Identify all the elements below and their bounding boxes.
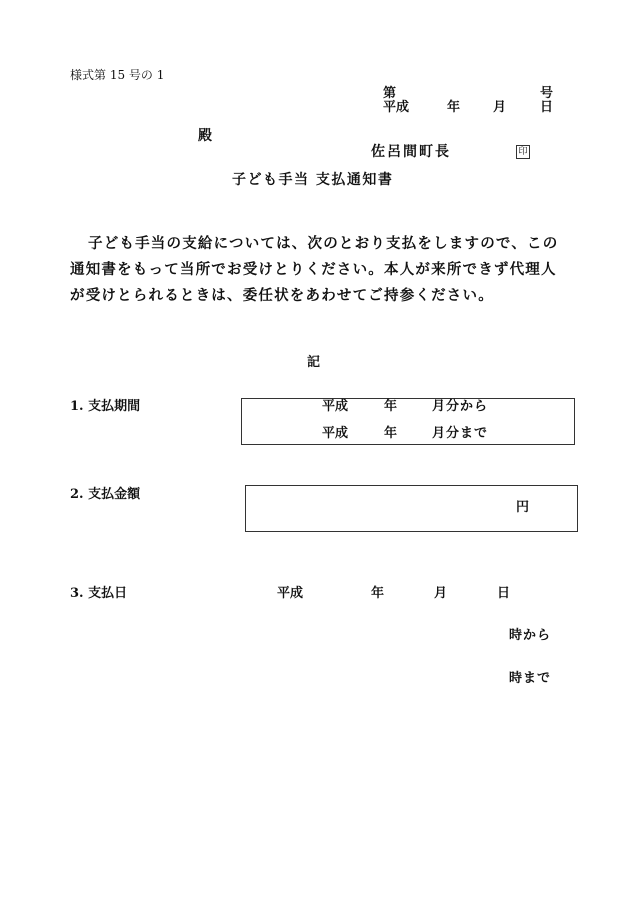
ki-heading: 記 [307, 355, 321, 370]
amount-label: 2. 支払金額 [70, 487, 141, 502]
amount-unit: 円 [516, 500, 530, 515]
issuer-name: 佐呂間町長 [371, 144, 451, 160]
header-date-year: 年 [447, 100, 461, 115]
date-label: 3. 支払日 [70, 586, 128, 601]
header-date-month: 月 [493, 100, 507, 115]
doc-number-dai: 第 [383, 86, 397, 101]
period-label: 1. 支払期間 [70, 399, 141, 414]
period-from-year: 年 [384, 399, 398, 414]
date-era: 平成 [277, 586, 304, 601]
date-day: 日 [497, 586, 511, 601]
period-to-year: 年 [384, 426, 398, 441]
period-from-era: 平成 [322, 399, 349, 414]
period-to-era: 平成 [322, 426, 349, 441]
time-from: 時から [509, 628, 552, 643]
period-to-suffix: 月分まで [432, 426, 489, 441]
seal-mark: 印 [516, 145, 530, 159]
body-line-3: が受けとられるときは、委任状をあわせてご持参ください。 [70, 287, 494, 304]
body-line-1: 子ども手当の支給については、次のとおり支払をしますので、この [88, 235, 559, 252]
period-box [241, 398, 575, 445]
form-number: 様式第 15 号の 1 [70, 68, 165, 82]
doc-number-go: 号 [540, 86, 554, 101]
header-date-era: 平成 [383, 100, 410, 115]
period-from-suffix: 月分から [432, 399, 489, 414]
time-to: 時まで [509, 671, 552, 686]
header-date-day: 日 [540, 100, 554, 115]
document-title: 子ども手当 支払通知書 [232, 172, 394, 188]
date-month: 月 [434, 586, 448, 601]
body-line-2: 通知書をもって当所でお受けとりください。本人が来所できず代理人 [70, 261, 557, 278]
addressee-suffix: 殿 [198, 128, 212, 144]
date-year: 年 [371, 586, 385, 601]
